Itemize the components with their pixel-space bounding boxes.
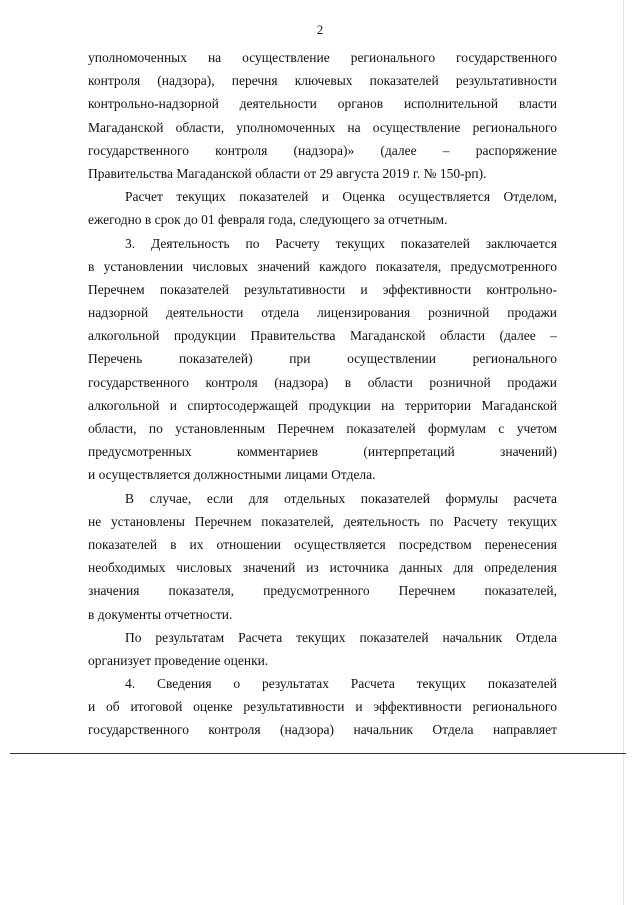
text-line: Перечнем показателей результативности и эффективности контрольно- <box>88 281 557 297</box>
text-line: Расчет текущих показателей и Оценка осуществляется Отделом, <box>125 189 557 205</box>
text-line: ежегодно в срок до 01 февраля года, следующего за отчетным. <box>88 212 448 228</box>
text-line: не установлены Перечнем показателей, деятельность по Расчету текущих <box>88 513 557 529</box>
text-line: значения показателя, предусмотренного Перечнем показателей, <box>88 583 557 599</box>
text-line: Магаданской области, уполномоченных на осуществление регионального <box>88 119 557 135</box>
text-line: алкогольной и спиртосодержащей продукции на территории Магаданской <box>88 397 557 413</box>
text-line: алкогольной продукции Правительства Магаданской области (далее – <box>88 328 557 344</box>
text-line: и осуществляется должностными лицами Отдела. <box>88 467 376 483</box>
document-body <box>88 46 557 742</box>
text-line: государственного контроля (надзора) начальник Отдела направляет <box>88 722 557 738</box>
page-bottom-rule <box>10 753 626 754</box>
text-line: государственного контроля (надзора)» (далее – распоряжение <box>88 142 557 158</box>
text-line: показателей в их отношении осуществляется посредством перенесения <box>88 536 557 552</box>
text-line: контрольно-надзорной деятельности органов исполнительной власти <box>88 96 557 112</box>
text-line: и об итоговой оценке результативности и эффективности регионального <box>88 699 557 715</box>
scan-edge-shadow <box>623 0 624 905</box>
text-line: предусмотренных комментариев (интерпретаций значений) <box>88 444 557 460</box>
page-number: 2 <box>316 22 324 37</box>
text-line: По результатам Расчета текущих показателей начальник Отдела <box>125 629 557 645</box>
text-line: государственного контроля (надзора) в области розничной продажи <box>88 374 557 390</box>
text-line: 3. Деятельность по Расчету текущих показателей заключается <box>125 235 557 251</box>
text-line: необходимых числовых значений из источника данных для определения <box>88 560 557 576</box>
text-line: надзорной деятельности отдела лицензирования розничной продажи <box>88 305 557 321</box>
text-line: в документы отчетности. <box>88 606 233 622</box>
text-line: 4. Сведения о результатах Расчета текущих показателей <box>125 676 557 692</box>
text-line: Правительства Магаданской области от 29 августа 2019 г. № 150-рп). <box>88 165 487 181</box>
text-line: в установлении числовых значений каждого показателя, предусмотренного <box>88 258 557 274</box>
text-line: В случае, если для отдельных показателей формулы расчета <box>125 490 557 506</box>
text-line: уполномоченных на осуществление регионального государственного <box>88 50 557 65</box>
text-line: контроля (надзора), перечня ключевых показателей результативности <box>88 73 557 89</box>
text-line: организует проведение оценки. <box>88 652 269 668</box>
text-line: Перечень показателей) при осуществлении регионального <box>88 351 557 367</box>
text-line: области, по установленным Перечнем показателей формулам с учетом <box>88 421 557 436</box>
